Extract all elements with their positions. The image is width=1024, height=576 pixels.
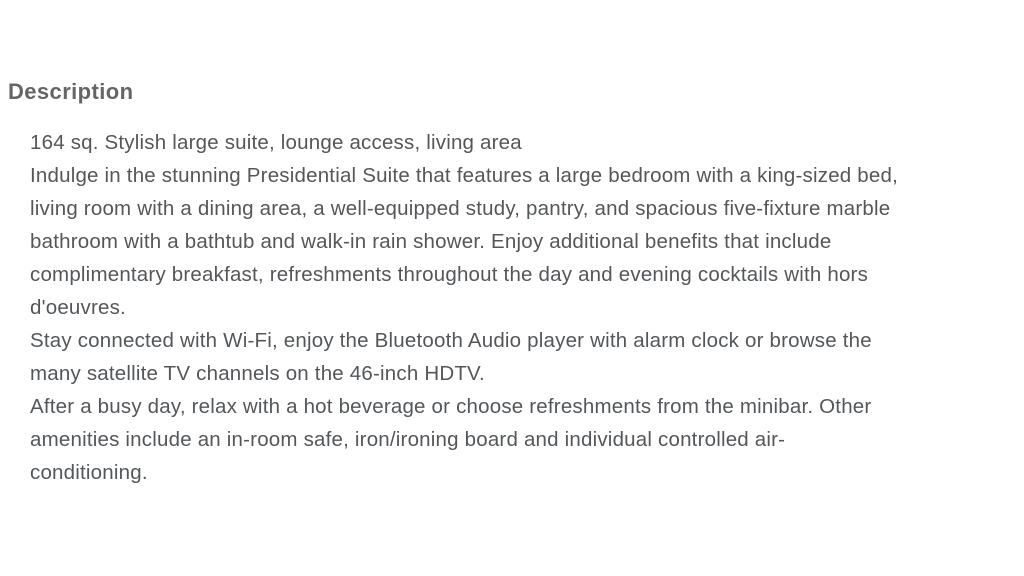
description-line: After a busy day, relax with a hot beverage or choose refreshments from the minibar. Other [30, 395, 872, 418]
description-section-title: Description [8, 79, 134, 104]
description-line: Stay connected with Wi-Fi, enjoy the Bluetooth Audio player with alarm clock or browse the [30, 329, 872, 352]
description-line: 164 sq. Stylish large suite, lounge access, living area [30, 131, 522, 154]
description-line: living room with a dining area, a well-equipped study, pantry, and spacious five-fixture marble [30, 197, 891, 220]
description-line: d'oeuvres. [30, 296, 126, 319]
description-line: many satellite TV channels on the 46-inch HDTV. [30, 362, 485, 385]
description-body [30, 126, 990, 489]
description-line: bathroom with a bathtub and walk-in rain shower. Enjoy additional benefits that include [30, 230, 832, 253]
description-line: amenities include an in-room safe, iron/ironing board and individual controlled air- [30, 428, 786, 451]
description-line: conditioning. [30, 461, 148, 484]
description-line: Indulge in the stunning Presidential Suite that features a large bedroom with a king-sized bed, [30, 164, 898, 187]
description-line: complimentary breakfast, refreshments throughout the day and evening cocktails with hors [30, 263, 869, 286]
